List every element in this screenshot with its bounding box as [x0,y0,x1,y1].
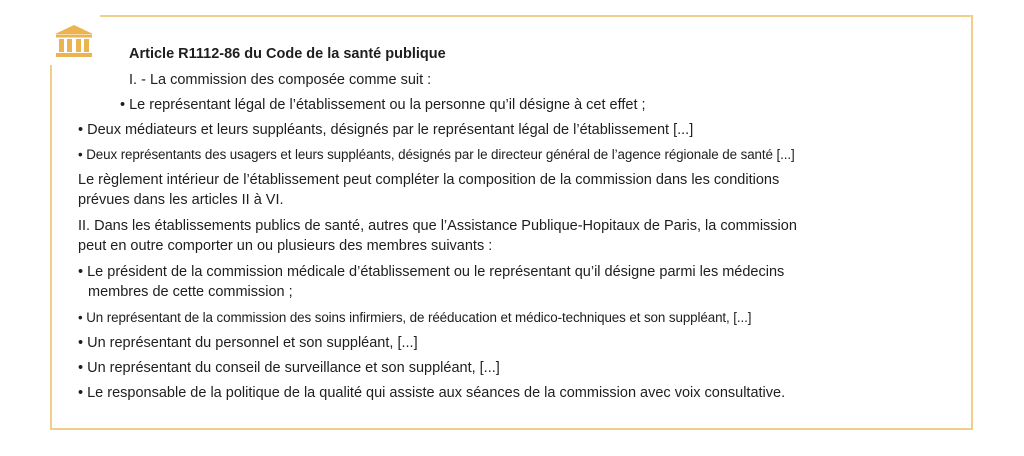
institution-building-icon [54,25,94,59]
list-item-6: • Un représentant du personnel et son suppléant, [...] [78,335,418,351]
list-item-3: • Deux représentants des usagers et leurs suppléants, désignés par le directeur général de l’agence régionale de santé [...] [78,147,795,162]
list-item-2: • Deux médiateurs et leurs suppléants, désignés par le représentant légal de l’établissement [...] [78,122,694,138]
article-title: Article R1112-86 du Code de la santé publique [129,46,446,62]
icon-tab [50,15,100,65]
list-item-4-line-1: • Le président de la commission médicale d’établissement ou le représentant qu’il désigne parmi les médecins [78,264,785,280]
list-item-5: • Un représentant de la commission des soins infirmiers, de rééducation et médico-techniques et son suppléant, [...] [78,310,752,325]
paragraph-1: I. - La commission des composée comme suit : [129,72,432,88]
paragraph-2-line-1: Le règlement intérieur de l’établissement peut compléter la composition de la commission dans les conditions [78,172,780,188]
paragraph-3-line-1: II. Dans les établissements publics de santé, autres que l’Assistance Publique-Hopitaux de Paris, la commission [78,218,797,234]
list-item-7: • Un représentant du conseil de surveillance et son suppléant, [...] [78,360,500,376]
list-item-1: • Le représentant légal de l’établissement ou la personne qu’il désigne à cet effet ; [120,97,646,113]
paragraph-2-line-2: prévues dans les articles II à VI. [78,192,284,208]
paragraph-3-line-2: peut en outre comporter un ou plusieurs des membres suivants : [78,238,493,254]
list-item-8: • Le responsable de la politique de la qualité qui assiste aux séances de la commission avec voix consultative. [78,385,786,401]
list-item-4-line-2: membres de cette commission ; [88,284,293,300]
